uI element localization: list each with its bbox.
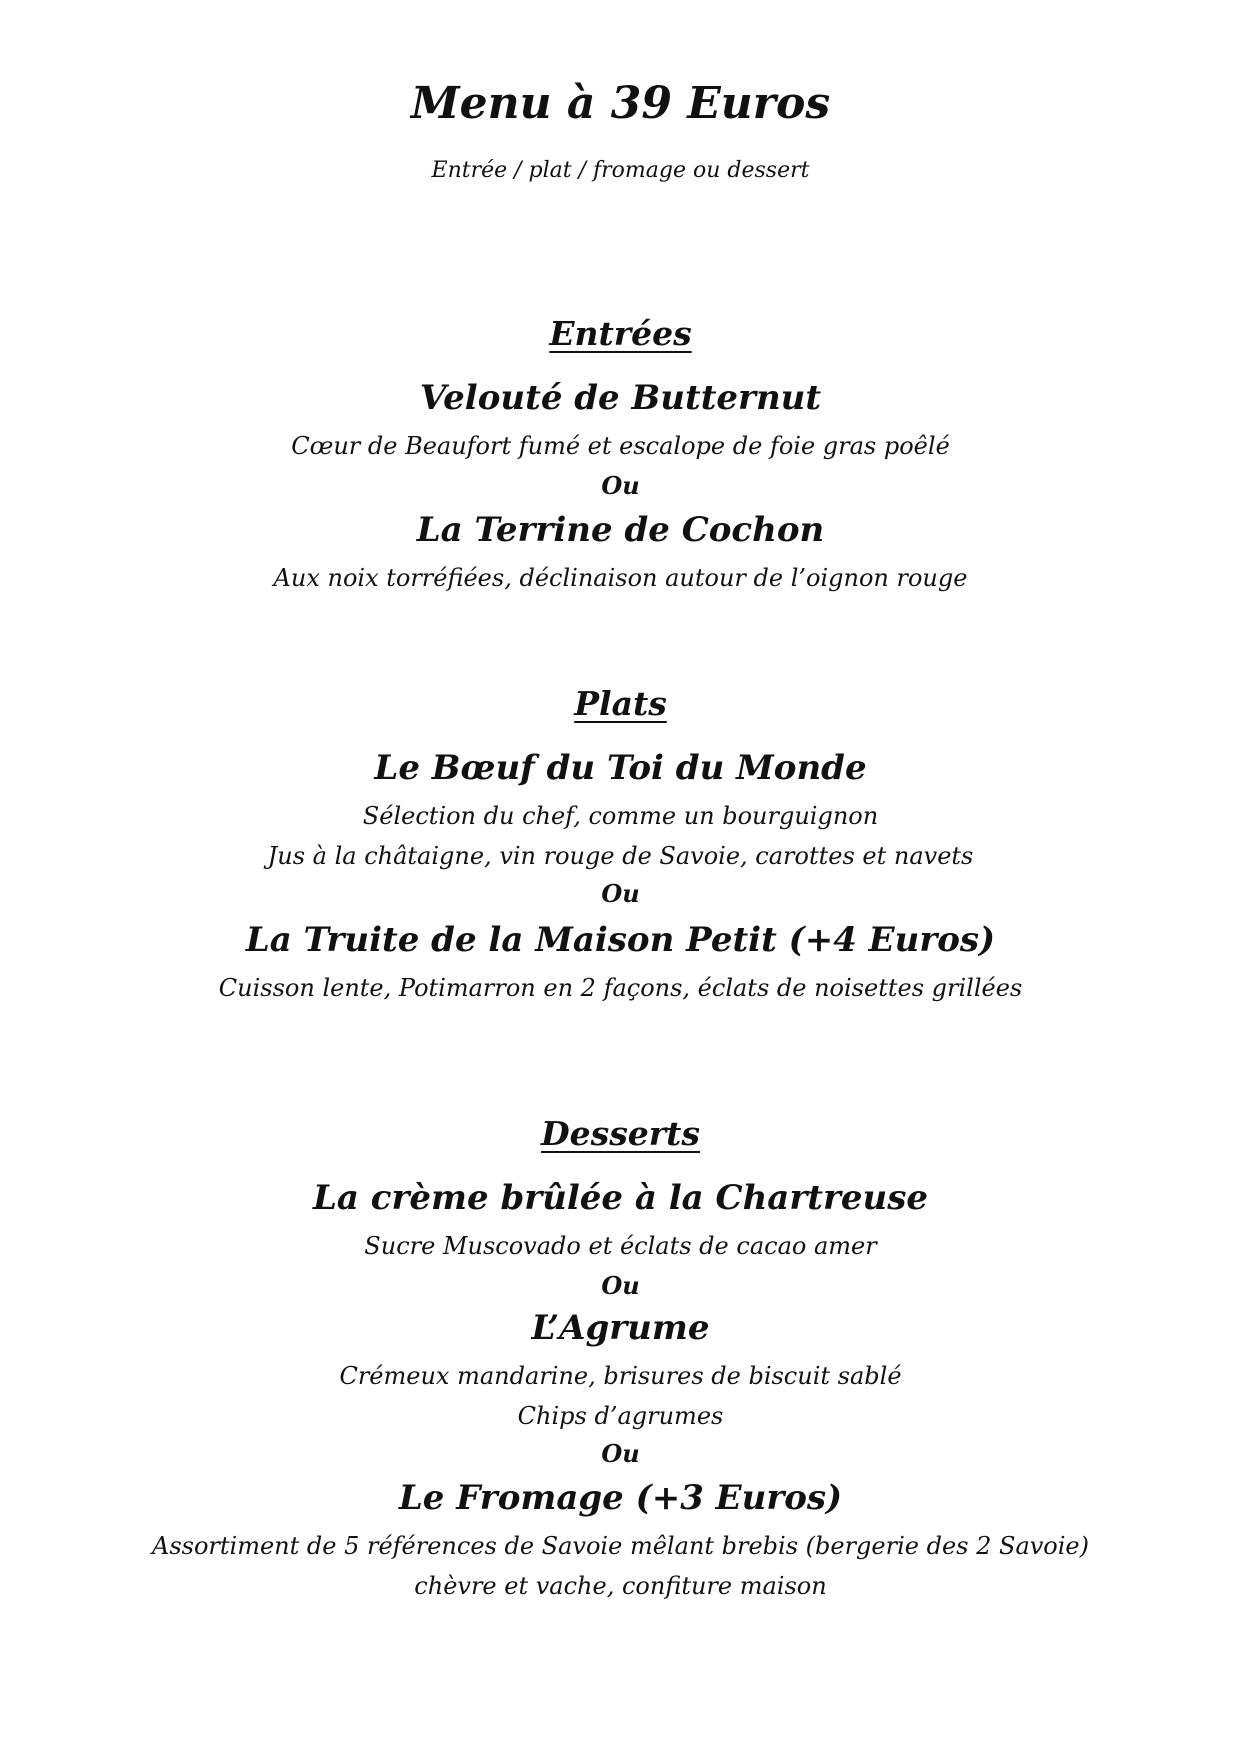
dish-name: L’Agrume bbox=[531, 1308, 710, 1348]
dish-description: Chips d’agrumes bbox=[517, 1402, 724, 1430]
section-heading-entrees: Entrées bbox=[549, 314, 692, 353]
or-separator: Ou bbox=[601, 471, 640, 500]
or-separator: Ou bbox=[601, 879, 640, 908]
dish-description: Crémeux mandarine, brisures de biscuit sablé bbox=[339, 1362, 902, 1390]
dish-description: Cœur de Beaufort fumé et escalope de foie gras poêlé bbox=[291, 432, 950, 460]
dish-name: La Truite de la Maison Petit (+4 Euros) bbox=[245, 920, 996, 960]
dish-description: Aux noix torréfiées, déclinaison autour de l’oignon rouge bbox=[273, 564, 968, 592]
dish-description: Sélection du chef, comme un bourguignon bbox=[362, 802, 879, 830]
dish-description: Sucre Muscovado et éclats de cacao amer bbox=[364, 1232, 877, 1260]
dish-name: La crème brûlée à la Chartreuse bbox=[312, 1178, 928, 1218]
menu-title: Menu à 39 Euros bbox=[410, 78, 831, 129]
section-heading-plats: Plats bbox=[574, 684, 667, 723]
dish-name: La Terrine de Cochon bbox=[416, 510, 825, 550]
menu-subtitle: Entrée / plat / fromage ou dessert bbox=[431, 158, 810, 183]
dish-description: Assortiment de 5 références de Savoie mêlant brebis (bergerie des 2 Savoie) bbox=[152, 1532, 1089, 1560]
dish-name: Velouté de Butternut bbox=[419, 378, 822, 418]
dish-description: Cuisson lente, Potimarron en 2 façons, éclats de noisettes grillées bbox=[218, 974, 1023, 1002]
dish-name: Le Fromage (+3 Euros) bbox=[398, 1478, 843, 1518]
or-separator: Ou bbox=[601, 1439, 640, 1468]
dish-description: Jus à la châtaigne, vin rouge de Savoie, carottes et navets bbox=[267, 842, 974, 870]
dish-name: Le Bœuf du Toi du Monde bbox=[374, 748, 867, 788]
dish-description: chèvre et vache, confiture maison bbox=[414, 1572, 827, 1600]
section-heading-desserts: Desserts bbox=[541, 1114, 700, 1153]
or-separator: Ou bbox=[601, 1271, 640, 1300]
